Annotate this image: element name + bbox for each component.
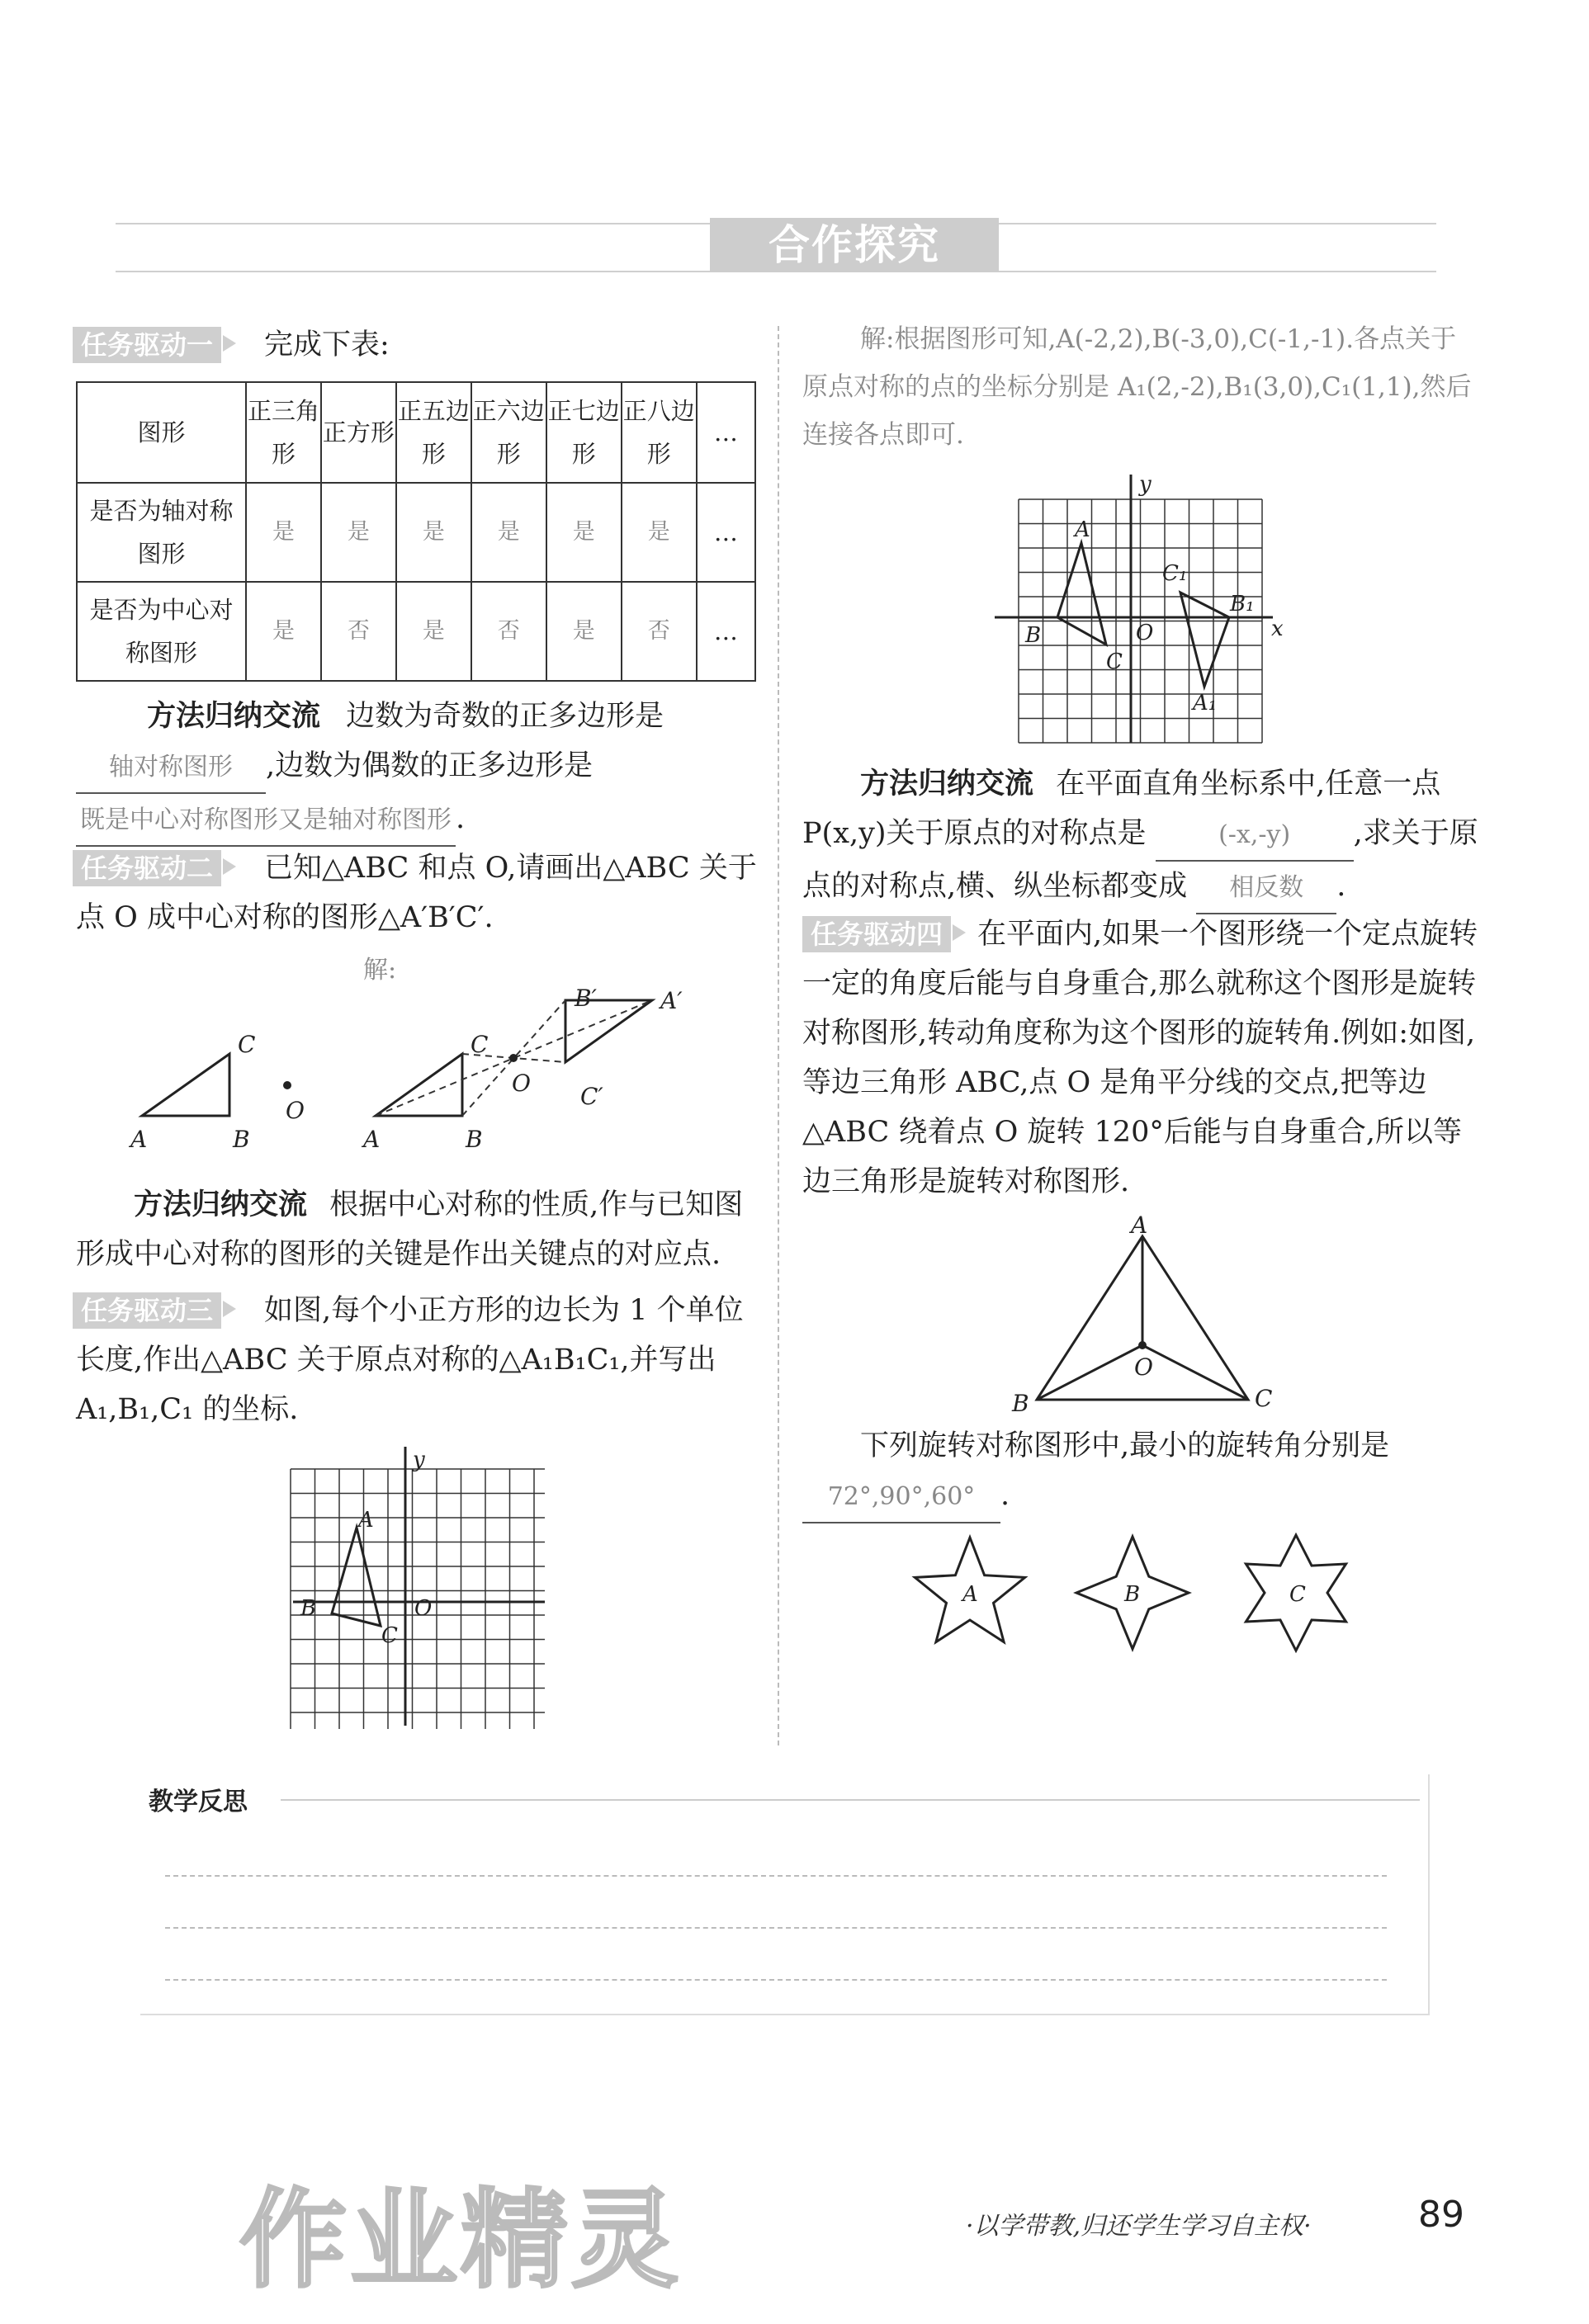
table-cell: 是 bbox=[546, 483, 622, 582]
point-o-2 bbox=[509, 1054, 518, 1062]
label-b1: B₁ bbox=[1230, 592, 1255, 616]
table-cell: 否 bbox=[622, 582, 697, 681]
table-cell: 否 bbox=[471, 582, 546, 681]
point-o bbox=[1138, 1341, 1147, 1349]
label-o: O bbox=[1136, 621, 1154, 645]
summary-text: 根据中心对称的性质,作与已知图形成中心对称的图形的关键是作出关键点的对应点. bbox=[76, 1188, 744, 1271]
label-a: A bbox=[1131, 1213, 1148, 1239]
table-cell: 是 bbox=[622, 483, 697, 582]
summary-title: 方法归纳交流 bbox=[147, 700, 321, 733]
task3-tag: 任务驱动三 bbox=[73, 1292, 221, 1329]
summary-title: 方法归纳交流 bbox=[860, 768, 1034, 801]
task1-prompt: 完成下表: bbox=[264, 328, 390, 361]
answer-blank: 72°,90°,60° bbox=[802, 1472, 1000, 1523]
answer-blank: (-x,-y) bbox=[1156, 810, 1354, 862]
label-c: C bbox=[1255, 1385, 1273, 1412]
task3-prompt: 如图,每个小正方形的边长为 1 个单位长度,作出△ABC 关于原点对称的△A₁B₁C₁,并写出 A₁,B₁,C₁ 的坐标. bbox=[76, 1294, 744, 1426]
answer-blank: 轴对称图形 bbox=[76, 743, 266, 794]
table-header-cell: … bbox=[697, 382, 755, 483]
summary-text: 边数为奇数的正多边形是 bbox=[346, 700, 664, 733]
task2-tag: 任务驱动二 bbox=[73, 850, 221, 886]
answer-blank: 相反数 bbox=[1196, 863, 1336, 914]
table-cell: … bbox=[697, 582, 755, 681]
segment-bo bbox=[1037, 1345, 1142, 1400]
label-c: C bbox=[471, 1031, 489, 1058]
answer-blank: 既是中心对称图形又是轴对称图形 bbox=[76, 796, 456, 847]
reflection-area bbox=[140, 1774, 1430, 2015]
column-divider bbox=[778, 326, 779, 1745]
rotation-shapes-figure bbox=[908, 1523, 1370, 1663]
table-header-cell: 正六边形 bbox=[471, 382, 546, 483]
writing-line bbox=[165, 1927, 1387, 1929]
triangle-abc bbox=[1057, 543, 1106, 645]
writing-line bbox=[165, 1875, 1387, 1877]
reflection-top-rule bbox=[281, 1799, 1420, 1801]
summary-text: ,边数为偶数的正多边形是 bbox=[266, 749, 594, 782]
table-header-cell: 正七边形 bbox=[546, 382, 622, 483]
table-cell: 否 bbox=[321, 582, 396, 681]
table-cell: 是 bbox=[546, 582, 622, 681]
reflection-title: 教学反思 bbox=[149, 1788, 248, 1816]
label-b: B bbox=[1025, 623, 1042, 648]
summary-text: 在平面直角坐标系中,任意一点 P(x,y)关于原点的对称点是 bbox=[802, 768, 1441, 850]
table-row-label: 是否为中心对称图形 bbox=[77, 582, 246, 681]
task1-summary bbox=[76, 692, 761, 847]
task2-prompt: 已知△ABC 和点 O,请画出△ABC 关于点 O 成中心对称的图形△A′B′C′. bbox=[76, 852, 757, 934]
table-header-cell: 图形 bbox=[77, 382, 246, 483]
table-cell: 是 bbox=[321, 483, 396, 582]
task2-figure bbox=[124, 986, 702, 1176]
task4-question bbox=[802, 1421, 1487, 1523]
label-a: A bbox=[363, 1126, 381, 1153]
table-cell: … bbox=[697, 483, 755, 582]
table-header-cell: 正五边形 bbox=[396, 382, 471, 483]
table-cell: 是 bbox=[471, 483, 546, 582]
summary-title: 方法归纳交流 bbox=[134, 1188, 308, 1221]
segment-co bbox=[1142, 1345, 1248, 1400]
label-o: O bbox=[286, 1097, 305, 1124]
label-b1: B′ bbox=[575, 986, 597, 1012]
shape-label-a: A bbox=[962, 1582, 978, 1607]
task1-tag: 任务驱动一 bbox=[73, 327, 221, 363]
section-title: 合作探究 bbox=[710, 218, 999, 272]
summary-text: ,求关于原点的对称点,横、纵坐标都变成 bbox=[802, 817, 1478, 903]
triangle-abc bbox=[142, 1054, 229, 1116]
label-a: A bbox=[358, 1508, 374, 1533]
label-o: O bbox=[512, 1070, 531, 1097]
label-c: C bbox=[381, 1623, 398, 1648]
label-x: x bbox=[1271, 616, 1284, 641]
task2-solution-label: 解: bbox=[363, 956, 397, 985]
label-o: O bbox=[414, 1596, 433, 1621]
summary-text: . bbox=[1336, 870, 1346, 903]
question-text: . bbox=[1000, 1479, 1010, 1512]
label-o: O bbox=[1134, 1353, 1153, 1381]
label-c: C bbox=[1106, 649, 1123, 674]
task3-grid-left bbox=[281, 1440, 545, 1729]
label-c1: C′ bbox=[580, 1083, 603, 1110]
table-cell: 是 bbox=[246, 483, 321, 582]
task4-text: 在平面内,如果一个图形绕一个定点旋转一定的角度后能与自身重合,那么就称这个图形是旋转对称图形,转动角度称为这个图形的旋转角.例如:如图,等边三角形 ABC,点 O 是角平分线的交点,把等边△ABC 绕着点 O 旋转 120°后能与自身重合,所以等边三角形是旋转对称图形. bbox=[802, 918, 1478, 1198]
equilateral-triangle-figure bbox=[1007, 1213, 1288, 1419]
label-b: B bbox=[233, 1126, 250, 1153]
task3-grid-right bbox=[991, 470, 1321, 751]
label-c: C bbox=[238, 1031, 256, 1058]
page-number: 89 bbox=[1418, 2194, 1464, 2236]
label-b: B bbox=[1012, 1390, 1029, 1417]
label-a: A bbox=[130, 1126, 148, 1153]
writing-line bbox=[165, 1979, 1387, 1981]
table-cell: 是 bbox=[246, 582, 321, 681]
section-banner bbox=[116, 213, 1436, 279]
task4-tag: 任务驱动四 bbox=[802, 916, 951, 952]
table-row-label: 是否为轴对称图形 bbox=[77, 483, 246, 582]
table-header-cell: 正方形 bbox=[321, 382, 396, 483]
summary-text: . bbox=[456, 802, 466, 835]
table-cell: 是 bbox=[396, 582, 471, 681]
table-header-cell: 正八边形 bbox=[622, 382, 697, 483]
shape-label-c: C bbox=[1289, 1582, 1306, 1607]
label-a: A bbox=[1075, 517, 1090, 542]
label-a1: A₁ bbox=[1193, 691, 1218, 716]
label-b: B bbox=[300, 1596, 317, 1621]
label-y: y bbox=[1139, 472, 1152, 497]
point-o bbox=[283, 1081, 291, 1089]
label-a1: A′ bbox=[660, 987, 683, 1014]
polygon-table bbox=[76, 381, 756, 682]
shape-label-b: B bbox=[1124, 1582, 1141, 1607]
footer-slogan: ·以学带教,归还学生学习自主权· bbox=[966, 2212, 1312, 2241]
triangle-a1b1c1 bbox=[1180, 593, 1229, 687]
table-header-cell: 正三角形 bbox=[246, 382, 321, 483]
label-y: y bbox=[413, 1448, 425, 1472]
task2-summary bbox=[76, 1180, 761, 1279]
label-b: B bbox=[466, 1126, 483, 1153]
triangle-abc-copy bbox=[376, 1054, 462, 1116]
watermark: 作业精灵 bbox=[239, 2177, 683, 2303]
label-c1: C₁ bbox=[1162, 561, 1188, 586]
table-cell: 是 bbox=[396, 483, 471, 582]
task3-solution: 解:根据图形可知,A(-2,2),B(-3,0),C(-1,-1).各点关于原点对称的点的坐标分别是 A₁(2,-2),B₁(3,0),C₁(1,1),然后连接各点即可. bbox=[802, 324, 1472, 450]
task3-summary bbox=[802, 759, 1487, 914]
question-text: 下列旋转对称图形中,最小的旋转角分别是 bbox=[860, 1429, 1390, 1462]
